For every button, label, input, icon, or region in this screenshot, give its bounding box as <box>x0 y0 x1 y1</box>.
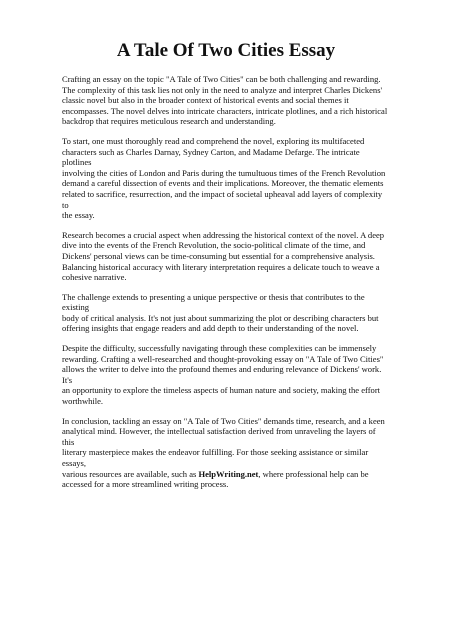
helpwriting-link[interactable]: HelpWriting.net <box>198 468 259 479</box>
text-line: allows the writer to delve into the profound themes and enduring relevance of Dickens' work. It's <box>62 364 382 385</box>
text-line: rewarding. Crafting a well-researched and thought-provoking essay on "A Tale of Two Cities" <box>62 353 384 364</box>
text-line: To start, one must thoroughly read and comprehend the novel, exploring its multifaceted <box>62 135 365 146</box>
text-line: involving the cities of London and Paris during the tumultuous times of the French Revolution <box>62 167 386 178</box>
text-line: classic novel but also in the broader context of historical events and social themes it <box>62 95 349 106</box>
text-line: The complexity of this task lies not only in the need to analyze and interpret Charles Dickens' <box>62 84 383 95</box>
essay-title: A Tale Of Two Cities Essay <box>116 40 336 61</box>
text-line: Crafting an essay on the topic "A Tale of Two Cities" can be both challenging and rewarding. <box>62 74 381 84</box>
paragraph-reading <box>62 136 390 221</box>
text-line: dive into the events of the French Revolution, the socio-political climate of the time, and <box>62 240 366 251</box>
text-line: related to sacrifice, resurrection, and the impact of societal upheaval add layers of complexity to <box>62 188 383 210</box>
paragraph-challenge <box>62 292 390 334</box>
text-line: cohesive narrative. <box>62 272 127 283</box>
text-line: Despite the difficulty, successfully navigating through these complexities can be immensely <box>62 343 377 354</box>
paragraph-rewarding <box>62 343 390 407</box>
paragraph-conclusion <box>62 416 390 490</box>
text-line: The challenge extends to presenting a unique perspective or thesis that contributes to the existing <box>62 291 365 313</box>
text-line: backdrop that requires meticulous research and understanding. <box>62 116 276 127</box>
text-line: , where professional help can be <box>258 468 369 479</box>
paragraph-intro <box>62 74 390 127</box>
text-line: body of critical analysis. It's not just about summarizing the plot or describing characters but <box>62 312 379 323</box>
text-line: an opportunity to explore the timeless aspects of human nature and society, making the effort <box>62 385 381 396</box>
text-line: characters such as Charles Darnay, Sydney Carton, and Madame Defarge. The intricate plotlines <box>62 146 360 168</box>
text-line: Dickens' personal views can be time-consuming but essential for a comprehensive analysis. <box>62 250 375 261</box>
text-line: demand a careful dissection of events and their implications. Moreover, the thematic elements <box>62 178 384 189</box>
text-line: analytical mind. However, the intellectual satisfaction derived from unraveling the layers of this <box>62 426 376 447</box>
text-line: worthwhile. <box>62 396 104 407</box>
paragraph-research <box>62 230 390 283</box>
text-line: offering insights that engage readers and add depth to their understanding of the novel. <box>62 323 359 334</box>
text-line: In conclusion, tackling an essay on "A Tale of Two Cities" demands time, research, and a keen <box>62 415 385 426</box>
text-line: literary masterpiece makes the endeavor fulfilling. For those seeking assistance or similar essays, <box>62 447 369 468</box>
text-line: accessed for a more streamlined writing process. <box>62 479 229 490</box>
text-line: encompasses. The novel delves into intricate characters, intricate plotlines, and a rich historical <box>62 105 388 116</box>
text-line: the essay. <box>62 210 95 221</box>
text-line: various resources are available, such as <box>62 468 199 479</box>
text-line: Balancing historical accuracy with literary interpretation requires a delicate touch to weave a <box>62 261 380 272</box>
text-line: Research becomes a crucial aspect when addressing the historical context of the novel. A deep <box>62 229 385 240</box>
